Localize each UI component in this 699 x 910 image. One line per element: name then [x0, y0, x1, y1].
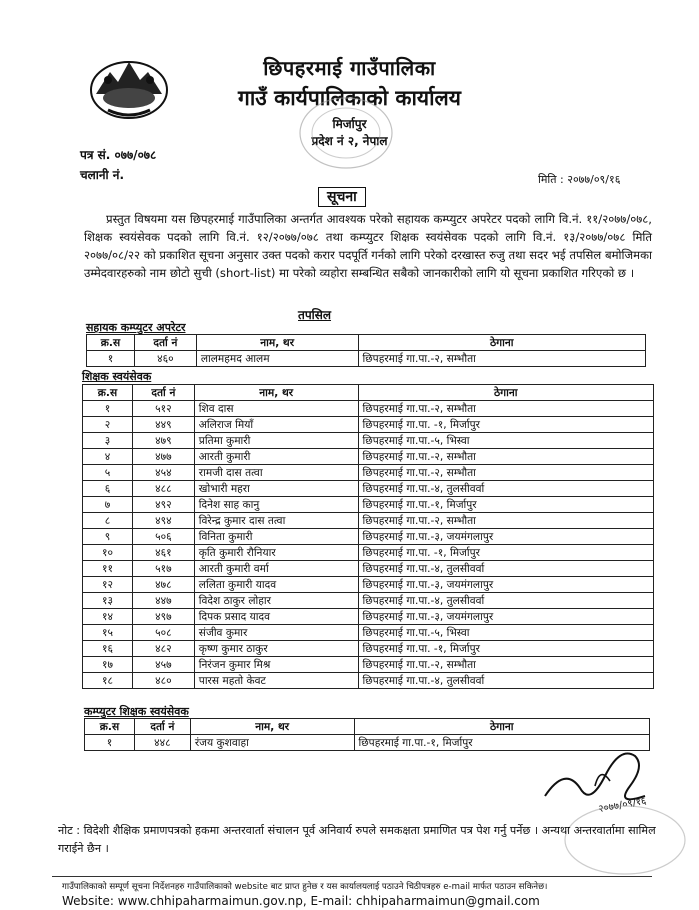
cell-name: कृति कुमारी रौनियार [194, 545, 358, 561]
cell-reg: ४९२ [132, 497, 194, 513]
notice-title: सूचना [318, 187, 366, 207]
cell-address: छिपहरमाई गा.पा.-१, मिर्जापुर [358, 497, 653, 513]
cell-address: छिपहरमाई गा.पा. -१, मिर्जापुर [358, 417, 653, 433]
cell-sn: ६ [83, 481, 133, 497]
section-title-teacher-volunteer: शिक्षक स्वयंसेवक [82, 370, 152, 383]
table-row [83, 593, 654, 609]
computer-operator-table [86, 334, 646, 367]
cell-sn: १७ [83, 657, 133, 673]
footer-info: गाउँपालिकाको सम्पूर्ण सूचना निर्देशनहरु गाउँपालिकाको website बाट प्राप्त हुनेछ र यस कार्यालयलाई पठाउने चिठीपत्रहरु e-mail मार्फत पठाउन सकिनेछ। [62, 882, 548, 892]
cell-sn: ९ [83, 529, 133, 545]
cell-address: छिपहरमाई गा.पा.-४, तुलसीवर्वा [358, 593, 653, 609]
table-row [83, 577, 654, 593]
table-row [83, 465, 654, 481]
cell-address: छिपहरमाई गा.पा.-५, भिस्वा [358, 433, 653, 449]
cell-name: कृष्ण कुमार ठाकुर [194, 641, 358, 657]
table-row [83, 417, 654, 433]
notice-body [84, 210, 652, 282]
table-row [83, 513, 654, 529]
cell-reg: ४९७ [132, 609, 194, 625]
section-title-computer-operator: सहायक कम्प्युटर अपरेटर [86, 321, 186, 334]
cell-sn: १ [87, 351, 135, 367]
cell-reg: ४५४ [132, 465, 194, 481]
cell-reg: ५०८ [132, 625, 194, 641]
col-header-name: नाम, थर [194, 385, 358, 401]
cell-address: छिपहरमाई गा.पा. -१, मिर्जापुर [358, 641, 653, 657]
notice-body-text: प्रस्तुत विषयमा यस छिपहरमाई गाउँपालिका अन्तर्गत आवश्यक परेको सहायक कम्प्युटर अपरेटर पदको लागि वि.नं. ११/२०७७/०७८, शिक्षक स्वयंसेवक पदको लागि वि.नं. १२/२०७७/०७८ तथा कम्प्युटर शिक्षक स्वयंसेवक पदको लागि वि.नं. १३/२०७७/०७८ मिति २०७७/०८/२२ को प्रकाशित सूचना अनुसार उक्त पदको करार पदपूर्ति गर्नको लागि परेको दरखास्त रुजु तथा सदर भई तपसिल बमोजिमका उम्मेदवारहरुको नाम छोटो सुची (short-list) मा परेको व्यहोरा सम्बन्धित सबैको जानकारीको लागि यो सूचना प्रकाशित गरिएको छ । [84, 212, 652, 280]
cell-reg: ४७७ [132, 449, 194, 465]
cell-reg: ४८२ [132, 641, 194, 657]
cell-reg: ५१७ [132, 561, 194, 577]
cell-reg: ४४९ [132, 417, 194, 433]
cell-reg: ४६० [134, 351, 196, 367]
cell-address: छिपहरमाई गा.पा.-२, सम्भौता [358, 449, 653, 465]
col-header-address: ठेगाना [358, 335, 645, 351]
cell-sn: ५ [83, 465, 133, 481]
table-row [83, 433, 654, 449]
cell-name: रंजय कुशवाहा [190, 735, 354, 751]
table-row [83, 561, 654, 577]
document-date: मिति : २०७७/०९/१६ [538, 173, 621, 186]
cell-sn: १६ [83, 641, 133, 657]
table-row [83, 625, 654, 641]
cell-name: अलिराज मियाँ [194, 417, 358, 433]
cell-name: लालमहमद आलम [196, 351, 358, 367]
cell-sn: ८ [83, 513, 133, 529]
col-header-name: नाम, थर [190, 719, 354, 735]
signature-date: २०७७/०९/१६ [597, 795, 648, 816]
cell-reg: ४८० [132, 673, 194, 689]
cell-reg: ४४८ [134, 735, 190, 751]
footer-divider [52, 876, 652, 877]
cell-sn: १८ [83, 673, 133, 689]
cell-address: छिपहरमाई गा.पा.-२, सम्भौता [358, 401, 653, 417]
table-row [87, 351, 646, 367]
cell-name: संजीव कुमार [194, 625, 358, 641]
cell-address: छिपहरमाई गा.पा.-४, तुलसीवर्वा [358, 481, 653, 497]
table-row [83, 657, 654, 673]
col-header-name: नाम, थर [196, 335, 358, 351]
cell-name: रामजी दास तत्वा [194, 465, 358, 481]
cell-sn: १ [83, 401, 133, 417]
cell-sn: १० [83, 545, 133, 561]
cell-sn: ७ [83, 497, 133, 513]
col-header-address: ठेगाना [358, 385, 653, 401]
col-header-reg: दर्ता नं [134, 335, 196, 351]
cell-address: छिपहरमाई गा.पा.-५, भिस्वा [358, 625, 653, 641]
office-location: मिर्जापुर [332, 117, 367, 131]
office-province: प्रदेश नं २, नेपाल [311, 134, 388, 148]
reference-number: पत्र सं. ०७७/०७८ [80, 148, 157, 162]
table-row [83, 641, 654, 657]
cell-address: छिपहरमाई गा.पा.-३, जयमंगलापुर [358, 529, 653, 545]
cell-address: छिपहरमाई गा.पा. -१, मिर्जापुर [358, 545, 653, 561]
cell-address: छिपहरमाई गा.पा.-४, तुलसीवर्वा [358, 561, 653, 577]
cell-name: विनिता कुमारी [194, 529, 358, 545]
table-row [83, 401, 654, 417]
cell-address: छिपहरमाई गा.पा.-३, जयमंगलापुर [358, 609, 653, 625]
table-row [83, 673, 654, 689]
col-header-address: ठेगाना [354, 719, 649, 735]
cell-name: निरंजन कुमार मिश्र [194, 657, 358, 673]
cell-sn: १३ [83, 593, 133, 609]
cell-sn: ४ [83, 449, 133, 465]
cell-reg: ४७८ [132, 577, 194, 593]
section-title-computer-teacher: कम्प्युटर शिक्षक स्वयंसेवक [84, 705, 189, 718]
cell-reg: ४८८ [132, 481, 194, 497]
footer-contact: Website: www.chhipaharmaimun.gov.np, E-mail: chhipaharmaimun@gmail.com [62, 894, 540, 908]
teacher-volunteer-table [82, 384, 654, 689]
col-header-reg: दर्ता नं [132, 385, 194, 401]
col-header-sn: क्र.स [87, 335, 135, 351]
cell-reg: ५०६ [132, 529, 194, 545]
cell-sn: ११ [83, 561, 133, 577]
cell-sn: १ [85, 735, 135, 751]
cell-reg: ४९४ [132, 513, 194, 529]
cell-name: प्रतिमा कुमारी [194, 433, 358, 449]
dispatch-number: चलानी नं. [80, 168, 125, 182]
cell-name: आरती कुमारी वर्मा [194, 561, 358, 577]
cell-name: विरेन्द्र कुमार दास तत्वा [194, 513, 358, 529]
municipality-name: छिपहरमाई गाउँपालिका [263, 56, 436, 80]
table-row [83, 481, 654, 497]
cell-name: शिव दास [194, 401, 358, 417]
cell-reg: ४६१ [132, 545, 194, 561]
office-name: गाउँ कार्यपालिकाको कार्यालय [238, 86, 461, 110]
cell-sn: १५ [83, 625, 133, 641]
cell-sn: १४ [83, 609, 133, 625]
office-stamp-icon [296, 94, 396, 172]
cell-reg: ४७९ [132, 433, 194, 449]
table-row [83, 545, 654, 561]
cell-address: छिपहरमाई गा.पा.-२, सम्भौता [358, 513, 653, 529]
table-row [83, 529, 654, 545]
cell-name: विदेश ठाकुर लोहार [194, 593, 358, 609]
table-row [83, 497, 654, 513]
cell-sn: २ [83, 417, 133, 433]
cell-address: छिपहरमाई गा.पा.-१, मिर्जापुर [354, 735, 649, 751]
cell-name: दिनेश साह कानु [194, 497, 358, 513]
cell-address: छिपहरमाई गा.पा.-४, तुलसीवर्वा [358, 673, 653, 689]
cell-address: छिपहरमाई गा.पा.-२, सम्भौता [358, 465, 653, 481]
col-header-reg: दर्ता नं [134, 719, 190, 735]
cell-reg: ४५७ [132, 657, 194, 673]
cell-reg: ४४७ [132, 593, 194, 609]
details-heading: तपसिल [298, 308, 332, 322]
col-header-sn: क्र.स [85, 719, 135, 735]
cell-reg: ५१२ [132, 401, 194, 417]
table-row [83, 609, 654, 625]
cell-address: छिपहरमाई गा.पा.-२, सम्भौता [358, 657, 653, 673]
cell-name: दिपक प्रसाद यादव [194, 609, 358, 625]
table-row [83, 449, 654, 465]
col-header-sn: क्र.स [83, 385, 133, 401]
cell-address: छिपहरमाई गा.पा.-२, सम्भौता [358, 351, 645, 367]
cell-address: छिपहरमाई गा.पा.-३, जयमंगलापुर [358, 577, 653, 593]
cell-name: खोभारी महरा [194, 481, 358, 497]
footnote: नोट : विदेशी शैक्षिक प्रमाणपत्रको हकमा अन्तरवार्ता संचालन पूर्व अनिवार्य रुपले समकक्षता प्रमाणित पत्र पेश गर्नु पर्नेछ । अन्यथा अन्तरवार्तामा सामिल गराईने छैन । [58, 824, 656, 855]
cell-sn: ३ [83, 433, 133, 449]
cell-name: ललिता कुमारी यादव [194, 577, 358, 593]
cell-sn: १२ [83, 577, 133, 593]
cell-name: पारस महतो केवट [194, 673, 358, 689]
cell-name: आरती कुमारी [194, 449, 358, 465]
